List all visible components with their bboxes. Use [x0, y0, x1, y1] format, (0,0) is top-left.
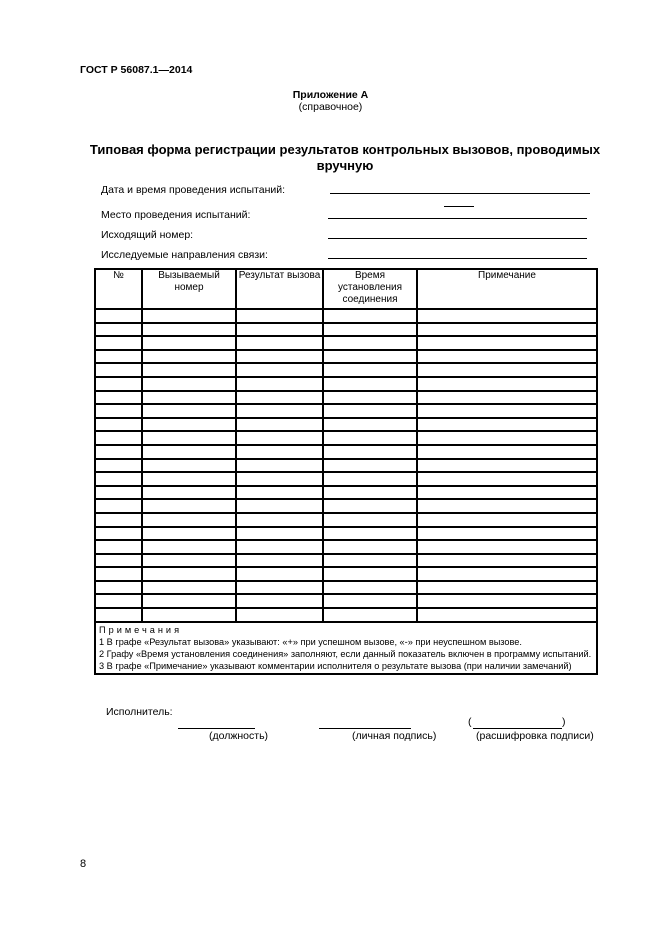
- field-label-directions: Исследуемые направления связи:: [101, 249, 268, 261]
- open-paren: (: [468, 716, 472, 728]
- table-cell[interactable]: [95, 309, 142, 323]
- table-cell[interactable]: [323, 309, 417, 323]
- field-line-date[interactable]: [330, 193, 590, 194]
- note-1: 1 В графе «Результат вызова» указывают: «+» при успешном вызове, «-» при неуспешном вызове.: [99, 636, 522, 647]
- table-cell[interactable]: [142, 594, 236, 608]
- table-cell[interactable]: [95, 431, 142, 445]
- executor-label: Исполнитель:: [106, 706, 173, 718]
- col-header-result: Результат вызова: [236, 269, 323, 309]
- table-row: [95, 486, 597, 500]
- table-row: [95, 418, 597, 432]
- table-cell[interactable]: [236, 377, 323, 391]
- table-cell[interactable]: [323, 486, 417, 500]
- table-cell[interactable]: [142, 336, 236, 350]
- table-cell[interactable]: [417, 336, 597, 350]
- table-cell[interactable]: [95, 527, 142, 541]
- signature-caption: (личная подпись): [352, 730, 437, 742]
- table-cell[interactable]: [417, 363, 597, 377]
- table-cell[interactable]: [323, 391, 417, 405]
- table-row: [95, 554, 597, 568]
- table-cell[interactable]: [236, 499, 323, 513]
- table-cell[interactable]: [417, 445, 597, 459]
- table-row: [95, 431, 597, 445]
- table-cell[interactable]: [323, 513, 417, 527]
- table-cell[interactable]: [142, 581, 236, 595]
- table-row: [95, 350, 597, 364]
- table-cell[interactable]: [95, 554, 142, 568]
- table-row: [95, 377, 597, 391]
- table-cell[interactable]: [142, 608, 236, 622]
- note-3: 3 В графе «Примечание» указывают комментарии исполнителя о результате вызова (при наличии замечаний): [99, 660, 572, 671]
- table-row: [95, 608, 597, 622]
- table-cell[interactable]: [323, 581, 417, 595]
- table-row: [95, 459, 597, 473]
- field-label-date: Дата и время проведения испытаний:: [101, 184, 286, 196]
- close-paren: ): [562, 716, 566, 728]
- table-cell[interactable]: [236, 309, 323, 323]
- table-cell[interactable]: [95, 377, 142, 391]
- table-cell[interactable]: [417, 350, 597, 364]
- table-cell[interactable]: [236, 404, 323, 418]
- table-cell[interactable]: [142, 540, 236, 554]
- table-cell[interactable]: [142, 431, 236, 445]
- table-cell[interactable]: [142, 472, 236, 486]
- table-cell[interactable]: [323, 554, 417, 568]
- table-cell[interactable]: [323, 431, 417, 445]
- table-cell[interactable]: [236, 581, 323, 595]
- table-cell[interactable]: [323, 459, 417, 473]
- table-cell[interactable]: [323, 472, 417, 486]
- table-cell[interactable]: [236, 363, 323, 377]
- table-cell[interactable]: [236, 350, 323, 364]
- table-cell[interactable]: [236, 336, 323, 350]
- table-row: [95, 404, 597, 418]
- field-line-directions[interactable]: [328, 258, 587, 259]
- table-cell[interactable]: [95, 404, 142, 418]
- decoding-caption: (расшифровка подписи): [476, 730, 594, 742]
- table-cell[interactable]: [95, 445, 142, 459]
- table-cell[interactable]: [142, 309, 236, 323]
- table-cell[interactable]: [236, 567, 323, 581]
- table-cell[interactable]: [417, 486, 597, 500]
- table-cell[interactable]: [417, 540, 597, 554]
- table-cell[interactable]: [323, 594, 417, 608]
- table-cell[interactable]: [417, 527, 597, 541]
- notes-title: Примечания: [99, 624, 183, 635]
- table-cell[interactable]: [417, 499, 597, 513]
- table-cell[interactable]: [323, 363, 417, 377]
- table-cell[interactable]: [95, 336, 142, 350]
- table-cell[interactable]: [323, 527, 417, 541]
- table-cell[interactable]: [323, 608, 417, 622]
- table-cell[interactable]: [417, 594, 597, 608]
- col-header-number: №: [95, 269, 142, 309]
- table-cell[interactable]: [323, 499, 417, 513]
- table-cell[interactable]: [417, 323, 597, 337]
- table-cell[interactable]: [95, 486, 142, 500]
- table-cell[interactable]: [236, 608, 323, 622]
- table-cell[interactable]: [417, 418, 597, 432]
- col-header-connect-time: Время установления соединения: [323, 269, 417, 309]
- table-cell[interactable]: [142, 499, 236, 513]
- table-cell[interactable]: [417, 404, 597, 418]
- table-cell[interactable]: [236, 472, 323, 486]
- table-cell[interactable]: [236, 323, 323, 337]
- table-cell[interactable]: [417, 377, 597, 391]
- table-cell[interactable]: [95, 594, 142, 608]
- table-cell[interactable]: [95, 608, 142, 622]
- field-line-place[interactable]: [328, 218, 587, 219]
- table-cell[interactable]: [142, 513, 236, 527]
- table-cell[interactable]: [236, 431, 323, 445]
- table-row: [95, 391, 597, 405]
- table-cell[interactable]: [142, 459, 236, 473]
- table-row: [95, 323, 597, 337]
- table-cell[interactable]: [417, 513, 597, 527]
- table-notes: [95, 622, 597, 674]
- table-cell[interactable]: [142, 404, 236, 418]
- table-cell[interactable]: [95, 499, 142, 513]
- table-row: [95, 363, 597, 377]
- table-cell[interactable]: [417, 608, 597, 622]
- table-cell[interactable]: [142, 391, 236, 405]
- table-row: [95, 513, 597, 527]
- table-cell[interactable]: [95, 540, 142, 554]
- table-cell[interactable]: [323, 567, 417, 581]
- form-title: Типовая форма регистрации результатов контрольных вызовов, проводимых вручную: [89, 142, 601, 173]
- table-cell[interactable]: [323, 323, 417, 337]
- table-cell[interactable]: [142, 527, 236, 541]
- table-cell[interactable]: [142, 323, 236, 337]
- table-cell[interactable]: [142, 363, 236, 377]
- field-line-outgoing[interactable]: [328, 238, 587, 239]
- table-row: [95, 527, 597, 541]
- col-header-called-number: Вызываемый номер: [142, 269, 236, 309]
- table-cell[interactable]: [417, 309, 597, 323]
- field-label-outgoing: Исходящий номер:: [101, 229, 194, 241]
- table-row: [95, 499, 597, 513]
- signature-line[interactable]: [319, 728, 411, 729]
- table-row: [95, 309, 597, 323]
- calls-table: [94, 268, 598, 675]
- table-cell[interactable]: [323, 418, 417, 432]
- table-row: [95, 445, 597, 459]
- table-cell[interactable]: [95, 459, 142, 473]
- table-cell[interactable]: [142, 445, 236, 459]
- field-line-date-cont[interactable]: [444, 206, 474, 207]
- table-cell[interactable]: [142, 567, 236, 581]
- table-cell[interactable]: [236, 418, 323, 432]
- table-cell[interactable]: [142, 350, 236, 364]
- table-cell[interactable]: [142, 554, 236, 568]
- note-2: 2 Графу «Время установления соединения» заполняют, если данный показатель включен в программу испытаний.: [99, 648, 592, 659]
- table-cell[interactable]: [95, 391, 142, 405]
- table-cell[interactable]: [417, 431, 597, 445]
- table-cell[interactable]: [417, 567, 597, 581]
- position-line[interactable]: [178, 728, 255, 729]
- table-cell[interactable]: [236, 513, 323, 527]
- table-cell[interactable]: [236, 527, 323, 541]
- table-cell[interactable]: [95, 363, 142, 377]
- table-cell[interactable]: [236, 486, 323, 500]
- table-cell[interactable]: [95, 472, 142, 486]
- table-cell[interactable]: [323, 445, 417, 459]
- table-cell[interactable]: [236, 594, 323, 608]
- table-cell[interactable]: [323, 350, 417, 364]
- table-row: [95, 540, 597, 554]
- table-cell[interactable]: [236, 391, 323, 405]
- table-cell[interactable]: [236, 459, 323, 473]
- table-cell[interactable]: [95, 418, 142, 432]
- table-cell[interactable]: [323, 540, 417, 554]
- table-row: [95, 336, 597, 350]
- table-cell[interactable]: [323, 336, 417, 350]
- table-cell[interactable]: [417, 391, 597, 405]
- table-cell[interactable]: [142, 377, 236, 391]
- col-header-note: Примечание: [417, 269, 597, 309]
- appendix-title: Приложение А: [292, 89, 369, 101]
- table-cell[interactable]: [236, 445, 323, 459]
- table-cell[interactable]: [417, 554, 597, 568]
- table-cell[interactable]: [95, 350, 142, 364]
- table-cell[interactable]: [95, 513, 142, 527]
- table-row: [95, 581, 597, 595]
- table-cell[interactable]: [236, 540, 323, 554]
- table-row: [95, 567, 597, 581]
- table-row: [95, 472, 597, 486]
- appendix-type: (справочное): [298, 101, 363, 113]
- table-cell[interactable]: [323, 404, 417, 418]
- table-cell[interactable]: [417, 459, 597, 473]
- table-cell[interactable]: [236, 554, 323, 568]
- table-row: [95, 594, 597, 608]
- standard-number: ГОСТ Р 56087.1—2014: [80, 64, 193, 76]
- table-cell[interactable]: [95, 323, 142, 337]
- field-label-place: Место проведения испытаний:: [101, 209, 251, 221]
- table-cell[interactable]: [142, 486, 236, 500]
- position-caption: (должность): [209, 730, 269, 742]
- decoding-line[interactable]: [473, 728, 562, 729]
- table-cell[interactable]: [417, 581, 597, 595]
- table-cell[interactable]: [417, 472, 597, 486]
- page-number: 8: [80, 858, 87, 870]
- table-cell[interactable]: [323, 377, 417, 391]
- table-cell[interactable]: [142, 418, 236, 432]
- table-cell[interactable]: [95, 567, 142, 581]
- table-cell[interactable]: [95, 581, 142, 595]
